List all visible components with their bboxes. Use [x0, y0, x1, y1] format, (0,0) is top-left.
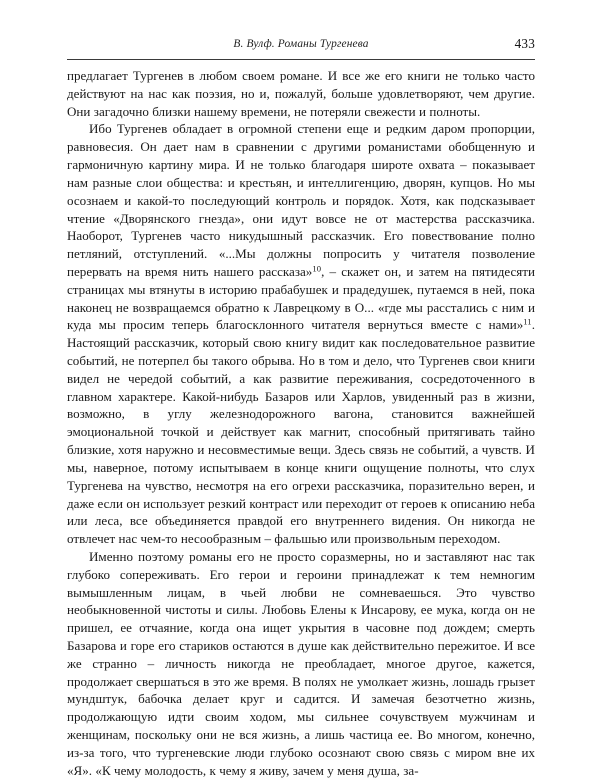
- text-run: , – скажет он, и затем на пятидесяти страницах мы втянуты в историю прабабушек и прадедушек, путаемся в ней, пока наконец не возвращаемся обратно к Лаврецкому в О... «где мы расстались с ним и куда мы просим теперь благосклонного читателя вернуться вместе с нами»: [67, 263, 535, 333]
- text-run: Именно поэтому романы его не просто соразмерны, но и заставляют нас так глубоко сопереживать. Его герои и героини принадлежат к тем немногим вымышленным лицам, в чьей любви не сомневаешься. Это чувство необыкновенной чистоты и силы. Любовь Елены к Инсарову, ее мука, когда он не пришел, ее отчаяние, когда она ищет укрытия в часовне под дождем; смерть Базарова и горе его стариков остаются в душе как действительно пережитое. И все же странно – личность никогда не преобладает, многое другое, кажется, продолжает свершаться в это же время. В полях не умолкает жизнь, лошадь грызет мундштук, бабочка делает круг и садится. И замечая безотчетно жизнь, продолжающую идти своим ходом, мы сильнее сочувствуем мужчинам и женщинам, поскольку они не вся жизнь, а лишь частица ее. Во многом, конечно, из-за того, что тургеневские люди глубоко осознают свою связь с миром вне их «Я». «К чему молодость, к чему я живу, зачем у меня душа, за-: [67, 548, 535, 778]
- footnote-marker[interactable]: 11: [523, 316, 532, 327]
- running-head-title: В. Вулф. Романы Тургенева: [233, 38, 369, 50]
- text-run: Ибо Тургенев обладает в огромной степени еще и редким даром пропорции, равновесия. Он дает нам в сравнении с другими романистами обобщенную и гармоничную картину мира. И не только благодаря широте охвата – показывает нам разные слои общества: и крестьян, и интеллигенцию, дворян, купцов. Но мы осознаем и какой-то последующий контроль и порядок. Хотя, как подсказывает чтение «Дворянского гнезда», они идут вовсе не от мастерства рассказчика. Наоборот, Тургенев часто никудышный рассказчик. Его повествование полно петляний, отступлений. «...Мы должны попросить у читателя позволение перервать на время нить нашего рассказа»: [67, 121, 535, 279]
- page-number: 433: [514, 36, 535, 51]
- running-head: [67, 38, 535, 56]
- text-run: . Настоящий рассказчик, который свою книгу видит как последовательное развитие событий, не потерпел бы такого обрыва. Но в том и дело, что Тургенев свои книги видел не чередой событий, а как развитие переживания, сосредоточенного в главном характере. Какой-нибудь Базаров или Харлов, увиденный раз в жизни, возможно, в углу железнодорожного вагона, становится важнейшей эмоциональной точкой и действует как магнит, способный притягивать тайно близкие, хотя наружно и несовместимые вещи. Здесь связь не событий, а чувств. И мы, наверное, потому испытываем в конце книги ощущение полноты, что слух Тургенева на чувство, несмотря на его огрехи рассказчика, поразительно верен, и даже если он использует резкий контраст или переходит от героев к описанию неба или леса, все объединяется правдой его внутреннего видения. Он никогда не отвлечет нас чем-то несообразным – фальшью или произвольным переходом.: [67, 317, 535, 547]
- header-divider-rule: [67, 59, 535, 60]
- footnote-marker[interactable]: 10: [312, 263, 322, 274]
- text-run: предлагает Тургенев в любом своем романе. И все же его книги не только часто действуют на нас как поэзия, но и, пожалуй, больше удовлетворяют, чем другие. Они загадочно близки нашему времени, не потеряли свежести и полноты.: [67, 68, 535, 119]
- body-text-block: [67, 67, 535, 780]
- paragraph: [67, 120, 535, 548]
- paragraph: [67, 67, 535, 120]
- paragraph: [67, 548, 535, 780]
